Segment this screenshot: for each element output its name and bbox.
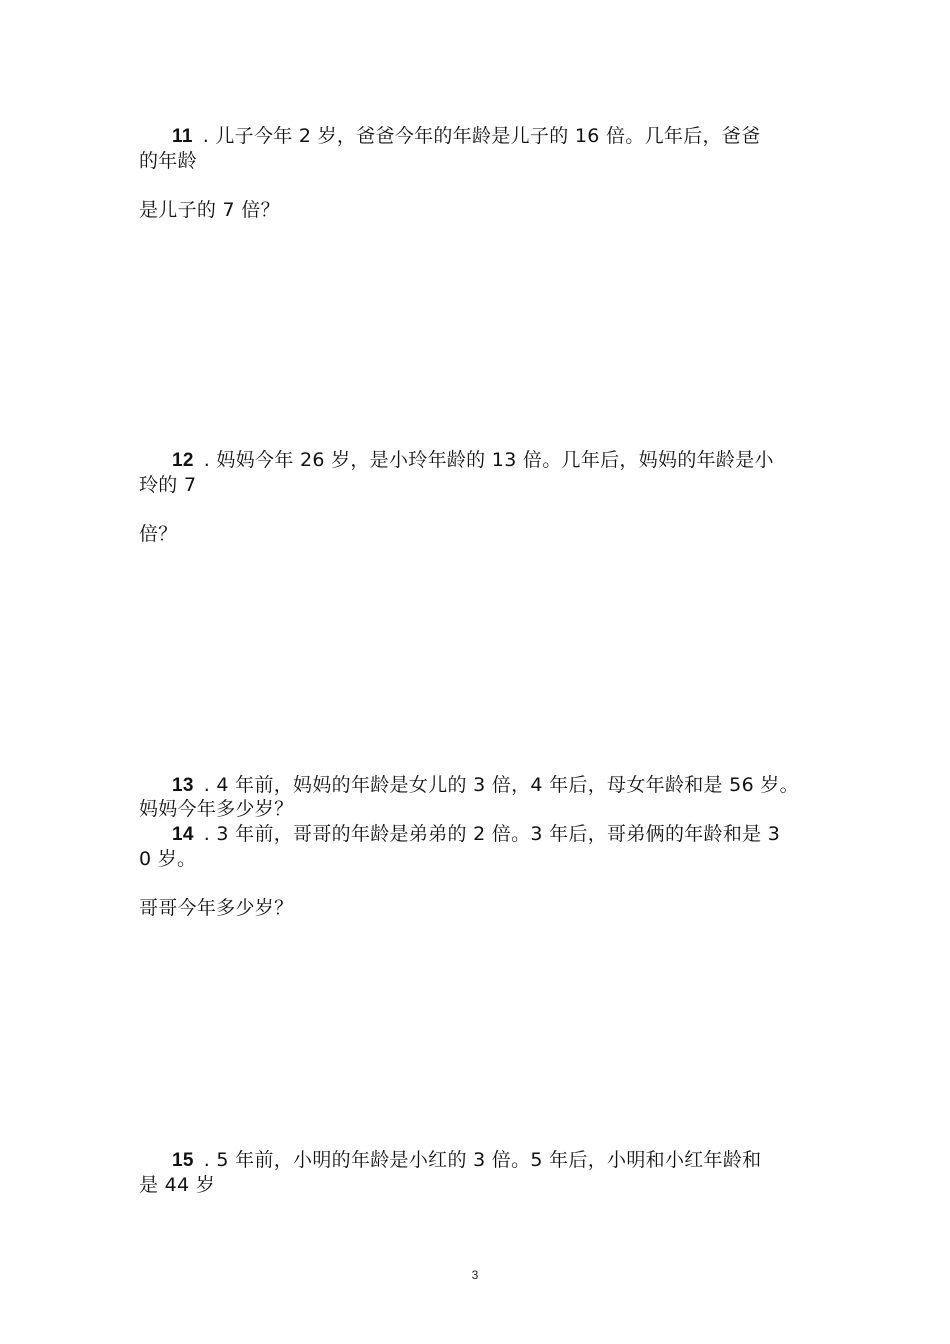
problem-15-text: . 5 年前，小明的年龄是小红的 3 倍。5 年后，小明和小红年龄和	[203, 1149, 762, 1171]
problem-13-line-1	[172, 773, 799, 798]
problem-14-line-2: 0 岁。	[139, 848, 197, 870]
problem-12-text: . 妈妈今年 26 岁，是小玲年龄的 13 倍。几年后，妈妈的年龄是小	[203, 449, 774, 471]
problem-14-line-3: 哥哥今年多少岁？	[139, 897, 294, 919]
problem-13-line-2: 妈妈今年多少岁？	[139, 798, 294, 820]
problem-12-number: 12	[172, 450, 194, 471]
problem-14-number: 14	[172, 824, 194, 845]
problem-13-number: 13	[172, 775, 194, 796]
problem-15-line-1	[172, 1148, 761, 1173]
problem-11-text: . 儿子今年 2 岁，爸爸今年的年龄是儿子的 16 倍。几年后，爸爸	[202, 125, 761, 147]
problem-14-line-1	[172, 822, 780, 847]
problem-15-line-2: 是 44 岁	[139, 1174, 216, 1196]
problem-11-line-3: 是儿子的 7 倍？	[139, 199, 280, 221]
problem-11-line-1	[172, 124, 760, 149]
page-number: 3	[471, 1268, 479, 1282]
problem-11-line-2: 的年龄	[139, 150, 197, 172]
problem-12-line-3: 倍？	[139, 523, 178, 545]
problem-13-text: . 4 年前，妈妈的年龄是女儿的 3 倍，4 年后，母女年龄和是 56 岁。	[203, 774, 799, 796]
problem-12-line-2: 玲的 7	[139, 474, 197, 496]
problem-11-number: 11	[172, 126, 193, 147]
problem-15-number: 15	[172, 1150, 194, 1171]
problem-14-text: . 3 年前，哥哥的年龄是弟弟的 2 倍。3 年后，哥弟俩的年龄和是 3	[203, 823, 781, 845]
problem-12-line-1	[172, 448, 774, 473]
